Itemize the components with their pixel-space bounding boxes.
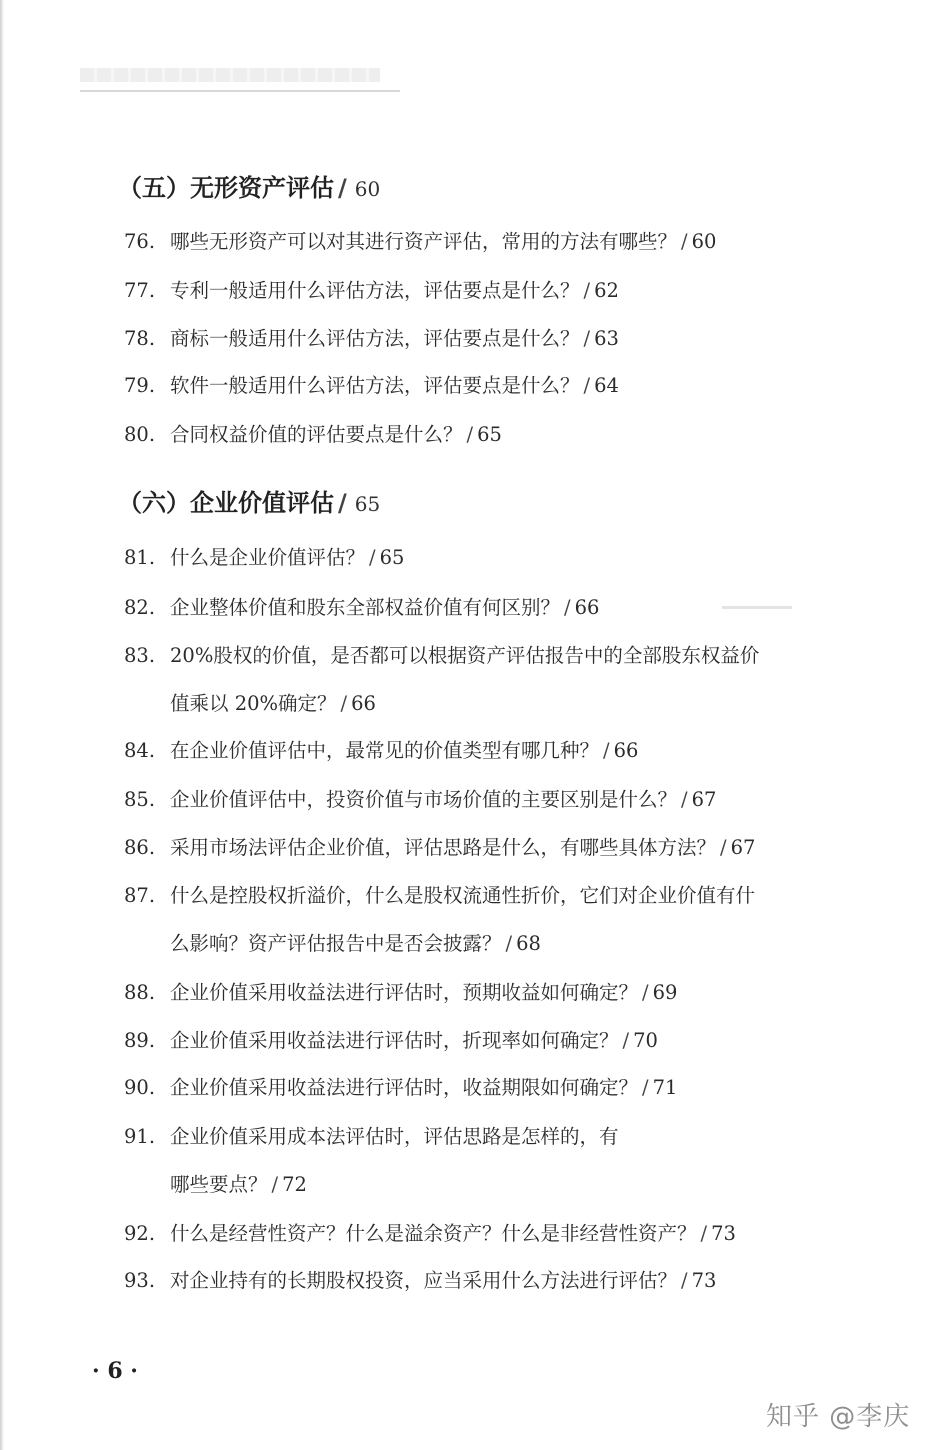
entry-page: 70	[633, 1029, 658, 1052]
toc-entry	[124, 1017, 658, 1065]
entry-page: 65	[379, 546, 405, 569]
entry-text-continued: 哪些要点？	[170, 1173, 268, 1196]
toc-entry	[124, 632, 759, 680]
toc-entry	[124, 824, 755, 872]
page-separator: /	[603, 739, 610, 762]
page-separator: /	[583, 374, 591, 397]
entry-page: 73	[691, 1269, 717, 1292]
page-separator: /	[505, 932, 513, 955]
page-separator: /	[681, 788, 688, 811]
entry-text-continued: 么影响？资产评估报告中是否会披露？	[170, 932, 502, 955]
entry-number: 85.	[124, 788, 156, 811]
page-separator: /	[564, 596, 571, 619]
page-folio: · 6 ·	[92, 1358, 138, 1384]
toc-entry	[124, 218, 716, 266]
toc-entry	[124, 315, 619, 363]
page-separator: /	[583, 279, 591, 302]
page-separator: /	[681, 1269, 688, 1292]
entry-text: 专利一般适用什么评估方法，评估要点是什么？	[170, 279, 580, 302]
entry-number: 82.	[124, 596, 156, 619]
toc-entry	[124, 362, 619, 410]
entry-text: 20%股权的价值，是否都可以根据资产评估报告中的全部股东权益价	[170, 644, 760, 667]
section-page: 60	[354, 177, 381, 201]
entry-text: 软件一般适用什么评估方法，评估要点是什么？	[170, 374, 580, 397]
entry-text: 企业整体价值和股东全部权益价值有何区别？	[170, 596, 561, 619]
entry-text: 采用市场法评估企业价值，评估思路是什么，有哪些具体方法？	[170, 836, 717, 859]
scan-edge	[0, 0, 4, 1450]
entry-number: 91.	[124, 1125, 156, 1148]
page-separator: /	[369, 546, 376, 569]
entry-number: 87.	[124, 884, 156, 907]
entry-number: 78.	[124, 327, 156, 350]
page-separator: /	[271, 1173, 279, 1196]
page-separator: /	[583, 327, 591, 350]
entry-number: 81.	[124, 546, 156, 569]
entry-page: 62	[594, 279, 619, 302]
toc-entry	[124, 1257, 716, 1305]
page-separator: /	[340, 692, 348, 715]
entry-number: 79.	[124, 374, 156, 397]
toc-entry	[124, 411, 502, 459]
entry-number: 80.	[124, 423, 156, 446]
entry-page: 73	[711, 1222, 736, 1245]
entry-text: 什么是经营性资产？什么是溢余资产？什么是非经营性资产？	[170, 1222, 697, 1245]
toc-entry	[124, 872, 755, 920]
entry-number: 76.	[124, 230, 156, 253]
entry-number: 84.	[124, 739, 156, 762]
page-separator: /	[466, 423, 474, 446]
entry-page: 63	[594, 327, 619, 350]
entry-number: 77.	[124, 279, 156, 302]
toc-entry	[124, 1113, 619, 1161]
entry-page: 66	[574, 596, 600, 619]
entry-number: 86.	[124, 836, 156, 859]
entry-text: 什么是控股权折溢价，什么是股权流通性折价，它们对企业价值有什	[170, 884, 756, 907]
toc-entry-continuation	[170, 1161, 307, 1209]
entry-page: 67	[730, 836, 756, 859]
entry-number: 83.	[124, 644, 156, 667]
entry-page: 68	[516, 932, 541, 955]
toc-entry	[124, 267, 619, 315]
toc-entry	[124, 776, 716, 824]
entry-number: 93.	[124, 1269, 156, 1292]
entry-page: 65	[477, 423, 502, 446]
toc-entry	[124, 969, 677, 1017]
entry-page: 66	[613, 739, 639, 762]
entry-text: 企业价值采用收益法进行评估时，折现率如何确定？	[170, 1029, 619, 1052]
toc-entry	[124, 727, 638, 775]
entry-page: 66	[351, 692, 376, 715]
entry-number: 90.	[124, 1076, 156, 1099]
entry-text: 什么是企业价值评估？	[170, 546, 366, 569]
entry-number: 88.	[124, 981, 156, 1004]
section-heading-intangible-assets	[118, 168, 380, 203]
entry-number: 92.	[124, 1222, 156, 1245]
entry-text: 企业价值评估中，投资价值与市场价值的主要区别是什么？	[170, 788, 678, 811]
toc-entry	[124, 1064, 677, 1112]
entry-text: 哪些无形资产可以对其进行资产评估，常用的方法有哪些？	[170, 230, 678, 253]
section-title: （六）企业价值评估	[118, 489, 334, 517]
page-separator: /	[700, 1222, 708, 1245]
running-header	[80, 64, 400, 92]
page-separator: /	[642, 1076, 649, 1099]
page-separator: /	[622, 1029, 630, 1052]
entry-text: 对企业持有的长期股权投资，应当采用什么方法进行评估？	[170, 1269, 678, 1292]
section-heading-enterprise-value	[118, 483, 380, 518]
page-separator: /	[681, 230, 688, 253]
entry-text: 商标一般适用什么评估方法，评估要点是什么？	[170, 327, 580, 350]
entry-text: 合同权益价值的评估要点是什么？	[170, 423, 463, 446]
watermark: 知乎 @李庆	[766, 1402, 911, 1432]
entry-page: 60	[691, 230, 717, 253]
entry-number: 89.	[124, 1029, 156, 1052]
entry-text: 企业价值采用收益法进行评估时，收益期限如何确定？	[170, 1076, 639, 1099]
entry-text-continued: 值乘以 20%确定？	[170, 692, 337, 715]
scan-smudge	[722, 606, 792, 609]
entry-page: 64	[594, 374, 619, 397]
toc-entry-continuation	[170, 920, 541, 968]
toc-entry	[124, 534, 404, 582]
section-title: （五）无形资产评估	[118, 174, 334, 202]
entry-text: 企业价值采用成本法评估时，评估思路是怎样的，有	[170, 1125, 619, 1148]
toc-entry	[124, 584, 599, 632]
entry-page: 67	[691, 788, 717, 811]
page-separator: /	[642, 981, 649, 1004]
toc-entry-continuation	[170, 680, 376, 728]
section-page: 65	[354, 492, 381, 516]
entry-text: 企业价值采用收益法进行评估时，预期收益如何确定？	[170, 981, 639, 1004]
page-separator: /	[338, 174, 347, 202]
entry-page: 71	[652, 1076, 678, 1099]
entry-text: 在企业价值评估中，最常见的价值类型有哪几种？	[170, 739, 600, 762]
running-header-faded-text	[80, 68, 380, 82]
page-separator: /	[338, 489, 347, 517]
toc-entry	[124, 1210, 736, 1258]
page-separator: /	[720, 836, 727, 859]
entry-page: 69	[652, 981, 678, 1004]
entry-page: 72	[282, 1173, 307, 1196]
